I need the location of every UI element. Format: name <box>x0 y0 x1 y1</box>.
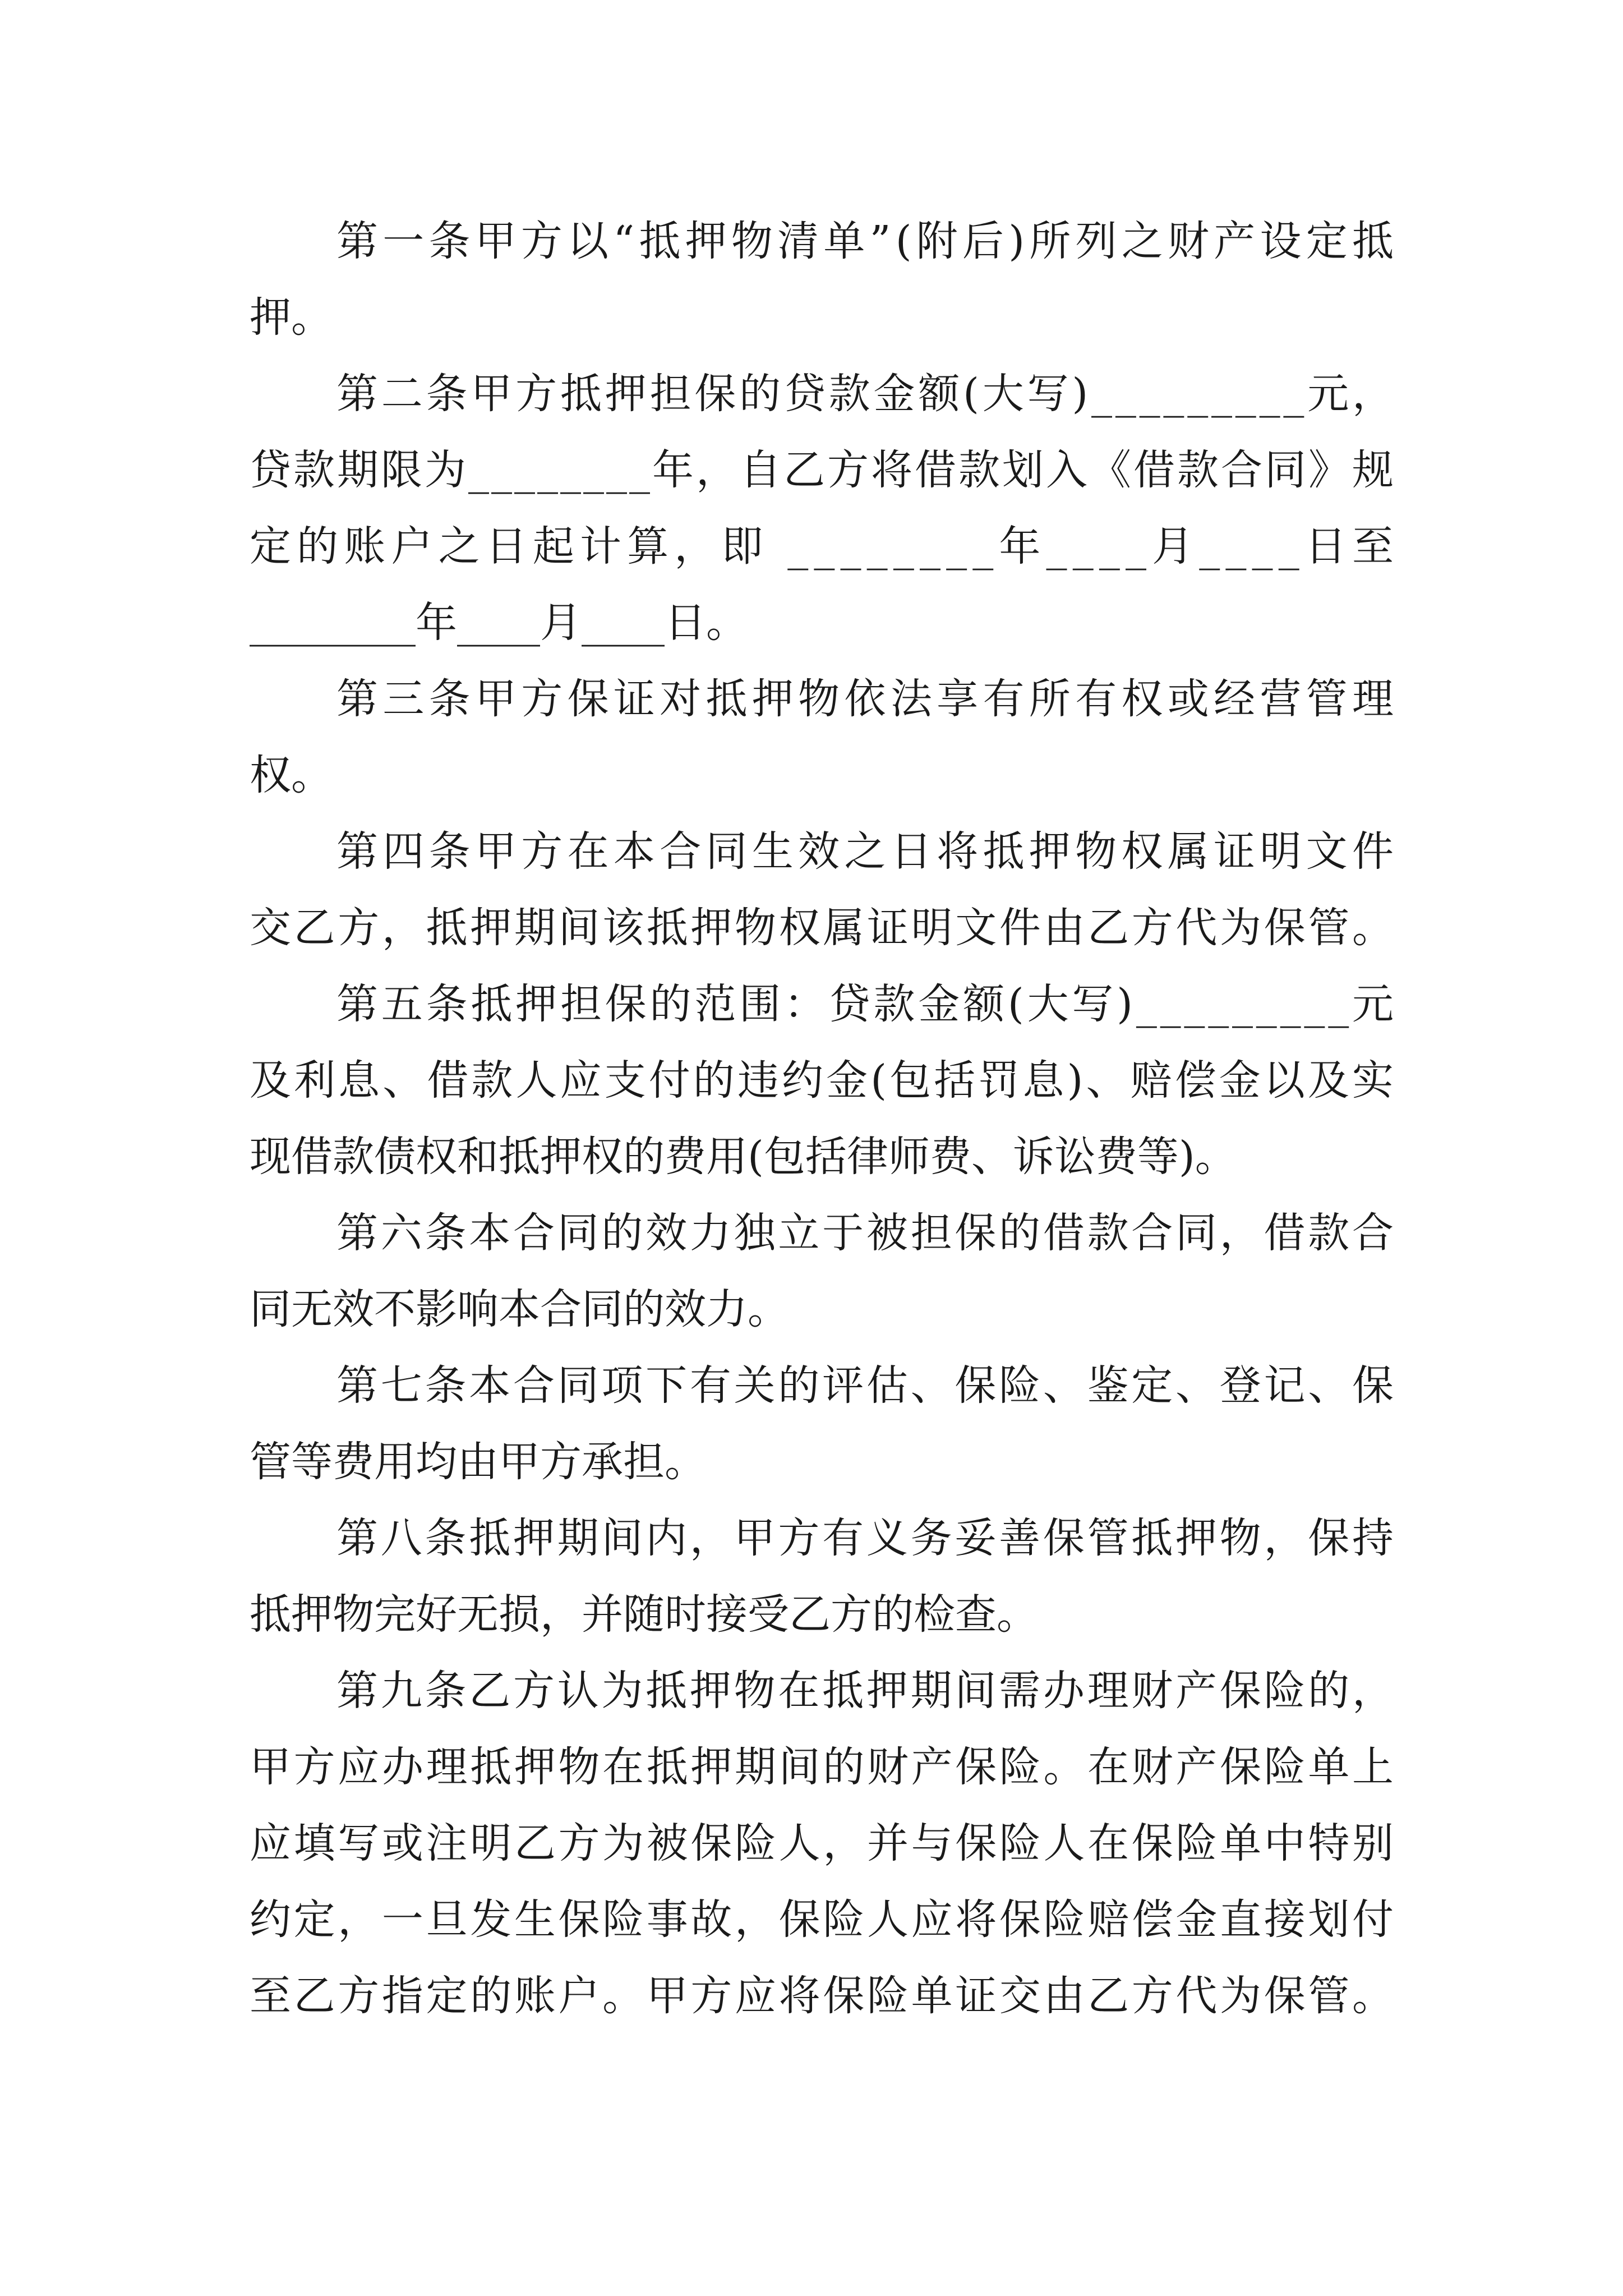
text-line <box>250 890 1394 966</box>
text-line <box>250 661 1399 737</box>
text-line <box>250 508 1400 585</box>
text-line-content: 同无效不影响本合同的效力。 <box>250 1285 789 1333</box>
text-line-content: 定的账户之日起计算，即 ________年____月____日至 <box>250 522 1400 570</box>
text-line <box>250 356 1397 432</box>
text-line <box>250 279 1394 356</box>
text-line-content: 交乙方，抵押期间该抵押物权属证明文件由乙方代为保管。 <box>250 904 1396 952</box>
text-line <box>250 1271 1394 1347</box>
text-line-content: 第一条甲方以“抵押物清单”(附后)所列之财产设定抵 <box>336 217 1399 265</box>
text-line <box>250 1805 1394 1881</box>
text-line-content: 约定，一旦发生保险事故，保险人应将保险赔偿金直接划付 <box>250 1895 1396 1944</box>
text-line-content: 至乙方指定的账户。甲方应将保险单证交由乙方代为保管。 <box>250 1972 1396 2020</box>
text-line <box>250 1424 1394 1500</box>
text-line-content: 甲方应办理抵押物在抵押期间的财产保险。在财产保险单上 <box>250 1743 1396 1791</box>
text-line-content: 第六条本合同的效力独立于被担保的借款合同，借款合 <box>336 1209 1396 1257</box>
text-line <box>250 813 1399 890</box>
text-line-content: 第五条抵押担保的范围：贷款金额(大写)_________元 <box>336 980 1397 1028</box>
text-line-content: 抵押物完好无损，并随时接受乙方的检查。 <box>250 1590 1038 1639</box>
text-line-content: 第四条甲方在本合同生效之日将抵押物权属证明文件 <box>336 827 1399 876</box>
text-line-content: 现借款债权和抵押权的费用(包括律师费、诉讼费等)。 <box>250 1133 1237 1181</box>
document-body <box>250 203 1400 2034</box>
text-line-content: 第九条乙方认为抵押物在抵押期间需办理财产保险的， <box>336 1667 1396 1715</box>
text-line <box>250 966 1397 1042</box>
text-line-content: ________年____月____日。 <box>250 599 748 647</box>
text-line-content: 管等费用均由甲方承担。 <box>250 1438 706 1486</box>
text-line <box>250 1576 1394 1653</box>
text-line <box>250 1195 1394 1271</box>
text-line <box>250 1958 1394 2034</box>
text-line <box>250 1729 1394 1805</box>
text-line-content: 贷款期限为________年，自乙方将借款划入《借款合同》规 <box>250 446 1396 494</box>
text-line <box>250 1042 1397 1119</box>
text-line-content: 押。 <box>250 293 333 342</box>
text-line <box>250 1500 1394 1576</box>
text-line <box>250 1119 1394 1195</box>
text-line <box>250 203 1399 279</box>
text-line-content: 权。 <box>250 751 333 799</box>
text-line-content: 应填写或注明乙方为被保险人，并与保险人在保险单中特别 <box>250 1819 1396 1867</box>
text-line <box>250 1881 1394 1958</box>
text-line <box>250 1347 1394 1424</box>
text-line-content: 及利息、借款人应支付的违约金(包括罚息)、赔偿金以及实 <box>250 1056 1397 1105</box>
text-line <box>250 585 1394 661</box>
text-line-content: 第八条抵押期间内，甲方有义务妥善保管抵押物，保持 <box>336 1514 1396 1562</box>
text-line <box>250 1653 1394 1729</box>
text-line <box>250 432 1394 508</box>
text-line-content: 第三条甲方保证对抵押物依法享有所有权或经营管理 <box>336 675 1399 723</box>
text-line-content: 第二条甲方抵押担保的贷款金额(大写)_________元， <box>336 370 1397 418</box>
text-line <box>250 737 1394 813</box>
text-line-content: 第七条本合同项下有关的评估、保险、鉴定、登记、保 <box>336 1361 1396 1410</box>
